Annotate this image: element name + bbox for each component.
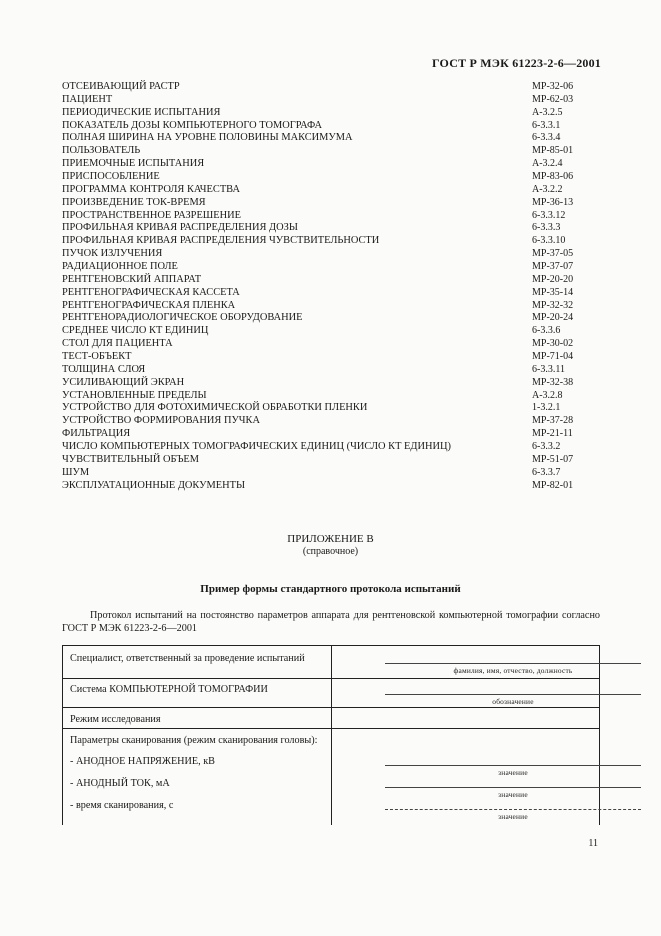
term-row	[62, 364, 584, 377]
term-code: МР-37-28	[532, 415, 574, 427]
term-name: РЕНТГЕНОГРАФИЧЕСКАЯ ПЛЕНКА	[62, 299, 236, 311]
term-code: 6-3.3.12	[532, 209, 566, 221]
term-row	[62, 325, 584, 338]
term-code: МР-82-01	[532, 479, 574, 491]
term-code: МР-35-14	[532, 286, 574, 298]
term-code: МР-20-24	[532, 312, 574, 324]
term-name: ПРИЕМОЧНЫЕ ИСПЫТАНИЯ	[62, 158, 205, 170]
term-code: МР-51-07	[532, 453, 574, 465]
term-row	[62, 287, 584, 300]
term-name: СРЕДНЕЕ ЧИСЛО КТ ЕДИНИЦ	[62, 325, 209, 337]
term-name: ПРОФИЛЬНАЯ КРИВАЯ РАСПРЕДЕЛЕНИЯ ЧУВСТВИТЕЛЬНОСТИ	[62, 235, 380, 247]
term-name: ПРОИЗВЕДЕНИЕ ТОК-ВРЕМЯ	[62, 196, 206, 208]
term-code: 6-3.3.11	[532, 363, 565, 375]
row-divider	[63, 707, 599, 708]
anode-voltage-label: - АНОДНОЕ НАПРЯЖЕНИЕ, кВ	[70, 756, 215, 767]
term-name: ЧИСЛО КОМПЬЮТЕРНЫХ ТОМОГРАФИЧЕСКИХ ЕДИНИЦ (ЧИСЛО КТ ЕДИНИЦ)	[62, 441, 451, 453]
system-caption: обозначение	[492, 697, 534, 706]
term-row	[62, 415, 584, 428]
term-name: ПРОГРАММА КОНТРОЛЯ КАЧЕСТВА	[62, 183, 240, 195]
term-code: 6-3.3.10	[532, 235, 566, 247]
scan-time-field[interactable]	[385, 809, 641, 810]
term-code: МР-20-20	[532, 273, 574, 285]
term-code: 6-3.3.6	[532, 325, 561, 337]
intro-paragraph: Протокол испытаний на постоянство параметров аппарата для рентгеновской компьютерной томографии согласно ГОСТ Р МЭК 61223-2-6—2001	[62, 610, 600, 634]
term-name: УСИЛИВАЮЩИЙ ЭКРАН	[62, 376, 185, 388]
params-label: Параметры сканирования (режим сканирования головы):	[70, 735, 318, 746]
term-code: МР-36-13	[532, 196, 574, 208]
term-name: ПУЧОК ИЗЛУЧЕНИЯ	[62, 248, 163, 260]
term-row	[62, 402, 584, 415]
anode-current-field[interactable]	[385, 787, 641, 788]
page-number: 11	[588, 838, 598, 849]
term-name: УСТРОЙСТВО ДЛЯ ФОТОХИМИЧЕСКОЙ ОБРАБОТКИ ПЛЕНКИ	[62, 402, 368, 414]
term-name: РАДИАЦИОННОЕ ПОЛЕ	[62, 261, 178, 273]
term-code: 1-3.2.1	[532, 402, 561, 414]
term-code: 6-3.3.7	[532, 466, 561, 478]
term-name: ФИЛЬТРАЦИЯ	[62, 428, 131, 440]
term-code: МР-37-07	[532, 261, 574, 273]
appendix-title: ПРИЛОЖЕНИЕ В	[287, 533, 374, 545]
specialist-label: Специалист, ответственный за проведение испытаний	[70, 653, 305, 664]
term-row	[62, 158, 584, 171]
term-name: РЕНТГЕНОРАДИОЛОГИЧЕСКОЕ ОБОРУДОВАНИЕ	[62, 312, 303, 324]
term-name: СТОЛ ДЛЯ ПАЦИЕНТА	[62, 338, 173, 350]
term-row	[62, 377, 584, 390]
term-row	[62, 480, 584, 493]
term-row	[62, 338, 584, 351]
term-row	[62, 248, 584, 261]
term-name: ПОКАЗАТЕЛЬ ДОЗЫ КОМПЬЮТЕРНОГО ТОМОГРАФА	[62, 119, 323, 131]
scan-time-caption: значение	[498, 812, 528, 821]
term-row	[62, 428, 584, 441]
protocol-form-table	[62, 645, 600, 825]
term-name: ЧУВСТВИТЕЛЬНЫЙ ОБЪЕМ	[62, 453, 199, 465]
anode-current-caption: значение	[498, 790, 528, 799]
term-row	[62, 390, 584, 403]
term-name: УСТАНОВЛЕННЫЕ ПРЕДЕЛЫ	[62, 389, 207, 401]
term-row	[62, 222, 584, 235]
term-row	[62, 132, 584, 145]
term-row	[62, 235, 584, 248]
term-name: ПРОСТРАНСТВЕННОЕ РАЗРЕШЕНИЕ	[62, 209, 241, 221]
appendix-subtitle: (справочное)	[302, 546, 359, 557]
term-row	[62, 184, 584, 197]
system-label: Система КОМПЬЮТЕРНОЙ ТОМОГРАФИИ	[70, 684, 268, 695]
scan-time-label: - время сканирования, с	[70, 800, 174, 811]
term-name: ОТСЕИВАЮЩИЙ РАСТР	[62, 81, 180, 92]
term-name: ПАЦИЕНТ	[62, 93, 113, 105]
anode-voltage-caption: значение	[498, 768, 528, 777]
term-name: УСТРОЙСТВО ФОРМИРОВАНИЯ ПУЧКА	[62, 415, 260, 427]
document-header: ГОСТ Р МЭК 61223-2-6—2001	[432, 56, 601, 70]
anode-current-label: - АНОДНЫЙ ТОК, мА	[70, 778, 170, 789]
term-code: МР-71-04	[532, 351, 574, 363]
term-code: А-3.2.4	[532, 158, 563, 170]
term-row	[62, 454, 584, 467]
term-name: ЭКСПЛУАТАЦИОННЫЕ ДОКУМЕНТЫ	[62, 479, 245, 491]
term-code: МР-37-05	[532, 248, 574, 260]
row-divider	[63, 678, 599, 679]
term-name: ПОЛЬЗОВАТЕЛЬ	[62, 145, 141, 157]
term-code: МР-21-11	[532, 428, 573, 440]
term-row	[62, 120, 584, 133]
term-code: 6-3.3.4	[532, 132, 561, 144]
specialist-caption: фамилия, имя, отчество, должность	[453, 666, 573, 675]
term-row	[62, 300, 584, 313]
anode-voltage-field[interactable]	[385, 765, 641, 766]
term-code: МР-30-02	[532, 338, 574, 350]
term-row	[62, 107, 584, 120]
term-code: МР-32-38	[532, 376, 574, 388]
term-code: А-3.2.2	[532, 183, 563, 195]
term-code: МР-83-06	[532, 171, 574, 183]
term-code: МР-32-32	[532, 299, 574, 311]
specialist-field[interactable]	[385, 663, 641, 664]
term-name: ПЕРИОДИЧЕСКИЕ ИСПЫТАНИЯ	[62, 106, 221, 118]
term-name: ПОЛНАЯ ШИРИНА НА УРОВНЕ ПОЛОВИНЫ МАКСИМУМА	[62, 132, 353, 144]
term-code: МР-85-01	[532, 145, 574, 157]
term-row	[62, 197, 584, 210]
term-row	[62, 441, 584, 454]
term-name: ТЕСТ-ОБЪЕКТ	[62, 351, 132, 363]
term-row	[62, 81, 584, 94]
term-name: ШУМ	[62, 466, 90, 478]
term-row	[62, 261, 584, 274]
term-name: ПРИСПОСОБЛЕНИЕ	[62, 171, 160, 183]
term-code: 6-3.3.2	[532, 441, 561, 453]
term-code: А-3.2.8	[532, 389, 563, 401]
term-code: 6-3.3.1	[532, 119, 561, 131]
term-row	[62, 467, 584, 480]
term-row	[62, 171, 584, 184]
mode-label: Режим исследования	[70, 714, 161, 725]
column-divider	[331, 646, 332, 825]
system-field[interactable]	[385, 694, 641, 695]
term-name: ТОЛЩИНА СЛОЯ	[62, 363, 146, 375]
term-row	[62, 351, 584, 364]
term-row	[62, 274, 584, 287]
term-row	[62, 145, 584, 158]
terms-index-list	[62, 81, 584, 493]
term-code: МР-32-06	[532, 81, 574, 92]
term-code: 6-3.3.3	[532, 222, 561, 234]
term-code: МР-62-03	[532, 93, 574, 105]
term-name: РЕНТГЕНОГРАФИЧЕСКАЯ КАССЕТА	[62, 286, 240, 298]
term-row	[62, 312, 584, 325]
term-row	[62, 210, 584, 223]
term-name: РЕНТГЕНОВСКИЙ АППАРАТ	[62, 273, 202, 285]
row-divider	[63, 728, 599, 729]
term-row	[62, 94, 584, 107]
term-code: А-3.2.5	[532, 106, 563, 118]
term-name: ПРОФИЛЬНАЯ КРИВАЯ РАСПРЕДЕЛЕНИЯ ДОЗЫ	[62, 222, 298, 234]
example-form-title: Пример формы стандартного протокола испытаний	[200, 583, 461, 595]
